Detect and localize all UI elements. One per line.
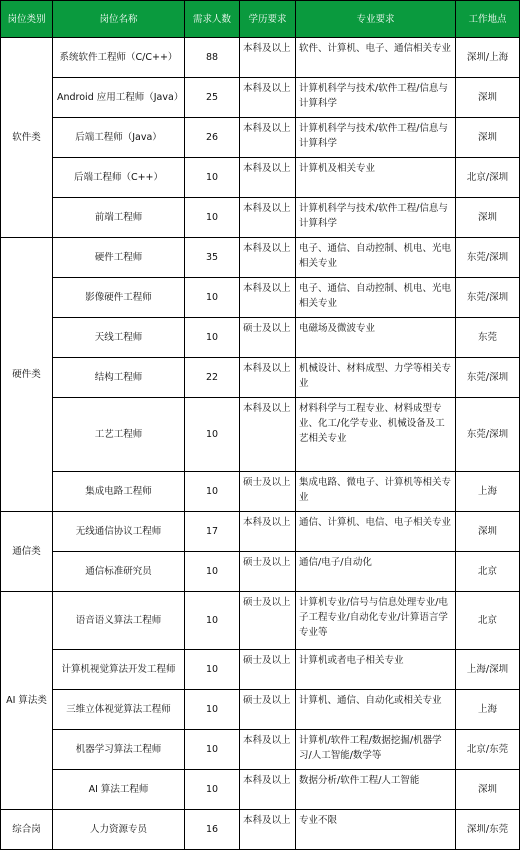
position-cell: 工艺工程师 xyxy=(53,398,185,472)
major-cell: 电子、通信、自动控制、机电、光电相关专业 xyxy=(296,238,456,278)
table-row xyxy=(1,690,520,730)
education-cell: 硕士及以上 xyxy=(240,318,296,358)
major-cell: 计算机、通信、自动化或相关专业 xyxy=(296,690,456,730)
major-cell: 计算机及相关专业 xyxy=(296,158,456,198)
education-cell: 本科及以上 xyxy=(240,398,296,472)
count-cell: 10 xyxy=(185,472,240,512)
category-cell: 软件类 xyxy=(1,38,53,238)
position-cell: 三维立体视觉算法工程师 xyxy=(53,690,185,730)
education-cell: 本科及以上 xyxy=(240,512,296,552)
major-cell: 通信/电子/自动化 xyxy=(296,552,456,592)
location-cell: 东莞/深圳 xyxy=(456,278,520,318)
education-cell: 硕士及以上 xyxy=(240,472,296,512)
education-cell: 硕士及以上 xyxy=(240,650,296,690)
major-cell: 计算机或者电子相关专业 xyxy=(296,650,456,690)
education-cell: 本科及以上 xyxy=(240,158,296,198)
location-cell: 东莞/深圳 xyxy=(456,238,520,278)
location-cell: 东莞/深圳 xyxy=(456,358,520,398)
table-row xyxy=(1,358,520,398)
position-cell: 系统软件工程师（C/C++） xyxy=(53,38,185,78)
position-cell: 集成电路工程师 xyxy=(53,472,185,512)
location-cell: 深圳 xyxy=(456,78,520,118)
position-cell: 天线工程师 xyxy=(53,318,185,358)
position-cell: 影像硬件工程师 xyxy=(53,278,185,318)
position-cell: 后端工程师（Java） xyxy=(53,118,185,158)
count-cell: 10 xyxy=(185,398,240,472)
location-cell: 深圳 xyxy=(456,198,520,238)
major-cell: 通信、计算机、电信、电子相关专业 xyxy=(296,512,456,552)
major-cell: 数据分析/软件工程/人工智能 xyxy=(296,770,456,810)
major-cell: 计算机科学与技术/软件工程/信息与计算科学 xyxy=(296,78,456,118)
education-cell: 本科及以上 xyxy=(240,278,296,318)
count-cell: 26 xyxy=(185,118,240,158)
location-cell: 上海 xyxy=(456,472,520,512)
count-cell: 10 xyxy=(185,770,240,810)
table-row xyxy=(1,552,520,592)
major-cell: 计算机科学与技术/软件工程/信息与计算科学 xyxy=(296,118,456,158)
category-cell: AI 算法类 xyxy=(1,592,53,810)
position-cell: 计算机视觉算法开发工程师 xyxy=(53,650,185,690)
table-row xyxy=(1,512,520,552)
position-cell: 机器学习算法工程师 xyxy=(53,730,185,770)
table-row xyxy=(1,810,520,850)
education-cell: 本科及以上 xyxy=(240,38,296,78)
table-row xyxy=(1,158,520,198)
count-cell: 88 xyxy=(185,38,240,78)
education-cell: 本科及以上 xyxy=(240,358,296,398)
major-cell: 机械设计、材料成型、力学等相关专业 xyxy=(296,358,456,398)
location-cell: 上海/深圳 xyxy=(456,650,520,690)
table-row xyxy=(1,118,520,158)
table-row xyxy=(1,78,520,118)
table-row xyxy=(1,650,520,690)
position-cell: 结构工程师 xyxy=(53,358,185,398)
header-count: 需求人数 xyxy=(185,1,240,38)
count-cell: 10 xyxy=(185,592,240,650)
location-cell: 北京 xyxy=(456,552,520,592)
category-cell: 综合岗 xyxy=(1,810,53,850)
table-row xyxy=(1,198,520,238)
table-row xyxy=(1,730,520,770)
count-cell: 22 xyxy=(185,358,240,398)
table-row xyxy=(1,472,520,512)
location-cell: 深圳 xyxy=(456,512,520,552)
position-cell: 前端工程师 xyxy=(53,198,185,238)
count-cell: 25 xyxy=(185,78,240,118)
header-education: 学历要求 xyxy=(240,1,296,38)
location-cell: 东莞/深圳 xyxy=(456,398,520,472)
education-cell: 硕士及以上 xyxy=(240,690,296,730)
position-cell: 人力资源专员 xyxy=(53,810,185,850)
education-cell: 本科及以上 xyxy=(240,810,296,850)
count-cell: 16 xyxy=(185,810,240,850)
count-cell: 17 xyxy=(185,512,240,552)
category-cell: 硬件类 xyxy=(1,238,53,512)
table-row xyxy=(1,238,520,278)
position-cell: 硬件工程师 xyxy=(53,238,185,278)
major-cell: 材料科学与工程专业、材料成型专业、化工/化学专业、机械设备及工艺相关专业 xyxy=(296,398,456,472)
count-cell: 10 xyxy=(185,198,240,238)
position-cell: 通信标准研究员 xyxy=(53,552,185,592)
count-cell: 10 xyxy=(185,650,240,690)
location-cell: 深圳/上海 xyxy=(456,38,520,78)
count-cell: 35 xyxy=(185,238,240,278)
education-cell: 硕士及以上 xyxy=(240,552,296,592)
count-cell: 10 xyxy=(185,278,240,318)
position-cell: AI 算法工程师 xyxy=(53,770,185,810)
location-cell: 北京 xyxy=(456,592,520,650)
major-cell: 计算机科学与技术/软件工程/信息与计算科学 xyxy=(296,198,456,238)
major-cell: 计算机专业/信号与信息处理专业/电子工程专业/自动化专业/计算语言学专业等 xyxy=(296,592,456,650)
table-row xyxy=(1,592,520,650)
education-cell: 本科及以上 xyxy=(240,238,296,278)
location-cell: 上海 xyxy=(456,690,520,730)
table-row xyxy=(1,278,520,318)
position-cell: Android 应用工程师（Java） xyxy=(53,78,185,118)
count-cell: 10 xyxy=(185,730,240,770)
location-cell: 深圳 xyxy=(456,770,520,810)
location-cell: 东莞 xyxy=(456,318,520,358)
count-cell: 10 xyxy=(185,552,240,592)
major-cell: 电磁场及微波专业 xyxy=(296,318,456,358)
major-cell: 电子、通信、自动控制、机电、光电相关专业 xyxy=(296,278,456,318)
major-cell: 专业不限 xyxy=(296,810,456,850)
position-cell: 无线通信协议工程师 xyxy=(53,512,185,552)
header-position: 岗位名称 xyxy=(53,1,185,38)
education-cell: 本科及以上 xyxy=(240,198,296,238)
count-cell: 10 xyxy=(185,158,240,198)
table-row xyxy=(1,38,520,78)
major-cell: 集成电路、微电子、计算机等相关专业 xyxy=(296,472,456,512)
education-cell: 硕士及以上 xyxy=(240,592,296,650)
position-cell: 后端工程师（C++） xyxy=(53,158,185,198)
table-row xyxy=(1,398,520,472)
major-cell: 计算机/软件工程/数据挖掘/机器学习/人工智能/数学等 xyxy=(296,730,456,770)
header-row xyxy=(1,1,520,38)
major-cell: 软件、计算机、电子、通信相关专业 xyxy=(296,38,456,78)
location-cell: 深圳/东莞 xyxy=(456,810,520,850)
count-cell: 10 xyxy=(185,690,240,730)
education-cell: 本科及以上 xyxy=(240,78,296,118)
education-cell: 本科及以上 xyxy=(240,770,296,810)
table-row xyxy=(1,770,520,810)
header-major: 专业要求 xyxy=(296,1,456,38)
education-cell: 本科及以上 xyxy=(240,730,296,770)
location-cell: 北京/东莞 xyxy=(456,730,520,770)
header-location: 工作地点 xyxy=(456,1,520,38)
count-cell: 10 xyxy=(185,318,240,358)
location-cell: 深圳 xyxy=(456,118,520,158)
category-cell: 通信类 xyxy=(1,512,53,592)
education-cell: 本科及以上 xyxy=(240,118,296,158)
position-cell: 语音语义算法工程师 xyxy=(53,592,185,650)
header-category: 岗位类别 xyxy=(1,1,53,38)
table-row xyxy=(1,318,520,358)
location-cell: 北京/深圳 xyxy=(456,158,520,198)
